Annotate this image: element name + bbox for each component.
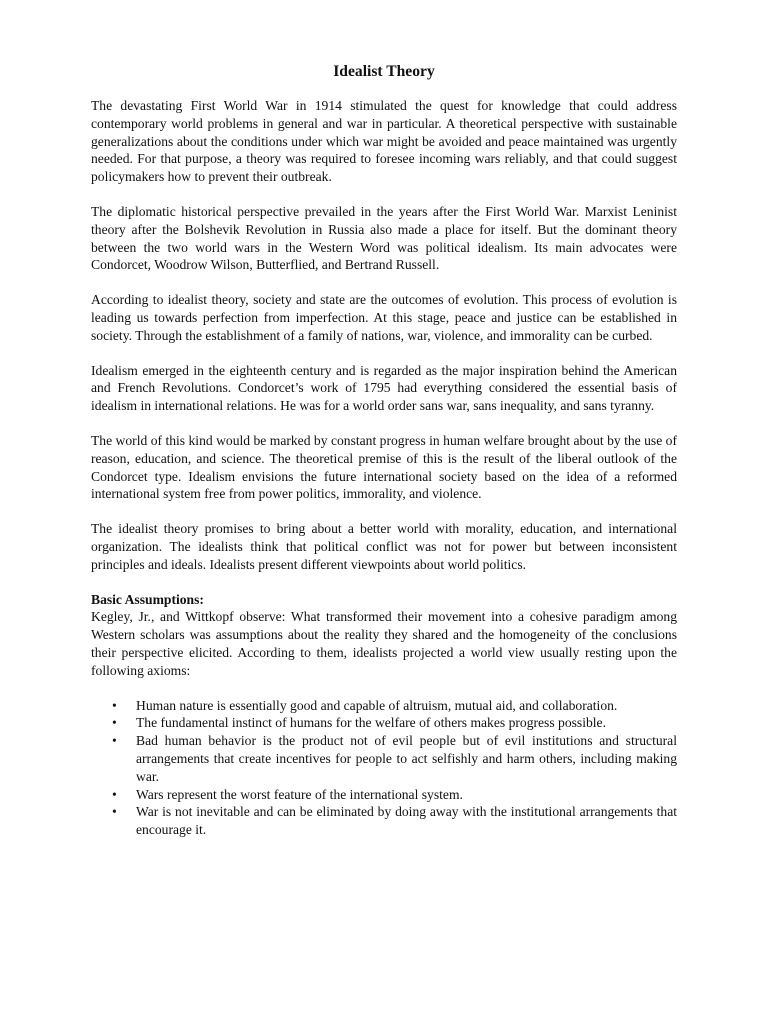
paragraph-5: The world of this kind would be marked by constant progress in human welfare brought about by the use of reason, education, and science. The theoretical premise of this is the result of the liberal outlook of the Condorcet type. Idealism envisions the future international society based on the idea of a reformed international system free from power politics, immorality, and violence. [91,432,677,502]
paragraph-6: The idealist theory promises to bring about a better world with morality, education, and international organization. The idealists think that political conflict was not for power but between inconsistent principles and ideals. Idealists present different viewpoints about world politics. [91,521,677,572]
paragraph-4: Idealism emerged in the eighteenth century and is regarded as the major inspiration behind the American and French Revolutions. Condorcet’s work of 1795 had everything considered the essential basis of idealism in international relations. He was for a world order sans war, sans inequality, and sans tyranny. [91,362,677,414]
assumptions-intro: Kegley, Jr., and Wittkopf observe: What transformed their movement into a cohesive paradigm among Western scholars was assumptions about the reality they shared and the homogeneity of the conclusions their perspective elicited. According to them, idealists projected a world view usually resting upon the following axioms: [91,609,677,678]
list-item-text: Bad human behavior is the product not of evil people but of evil institutions and structural arrangements that create incentives for people to act selfishly and harm others, including making war. [136,733,677,784]
paragraph-3: According to idealist theory, society and state are the outcomes of evolution. This process of evolution is leading us towards perfection from imperfection. At this stage, peace and justice can be established in society. Through the establishment of a family of nations, war, violence, and immorality can be curbed. [91,292,677,343]
list-item [112,697,677,715]
bullet-icon: • [112,786,117,802]
paragraph-1: The devastating First World War in 1914 stimulated the quest for knowledge that could address contemporary world problems in general and war in particular. A theoretical perspective with sustainable generalizations about the conditions under which war might be avoided and peace maintained was urgently needed. For that purpose, a theory was required to foresee incoming wars reliably, and that could suggest policymakers how to prevent their outbreak. [91,98,677,185]
list-item [112,732,677,785]
bullet-icon: • [112,697,117,713]
document-page [91,62,677,839]
list-item-text: Human nature is essentially good and capable of altruism, mutual aid, and collaboration. [136,697,618,713]
list-item [112,803,677,839]
list-item [112,714,677,732]
bullet-icon: • [112,715,117,731]
list-item-text: War is not inevitable and can be eliminated by doing away with the institutional arrangements that encourage it. [136,804,677,838]
bullet-icon: • [112,804,117,820]
document-title: Idealist Theory [333,63,435,80]
list-item-text: Wars represent the worst feature of the international system. [136,786,463,802]
list-item [112,786,677,804]
paragraph-2: The diplomatic historical perspective prevailed in the years after the First World War. Marxist Leninist theory after the Bolshevik Revolution in Russia also made a place for itself. But the dominant theory between the two world wars in the Western Word was political idealism. Its main advocates were Condorcet, Woodrow Wilson, Butterflied, and Bertrand Russell. [91,203,677,273]
list-item-text: The fundamental instinct of humans for the welfare of others makes progress possible. [136,715,606,731]
bullet-icon: • [112,733,117,749]
section-heading: Basic Assumptions: [91,591,204,607]
axioms-list [91,697,677,839]
